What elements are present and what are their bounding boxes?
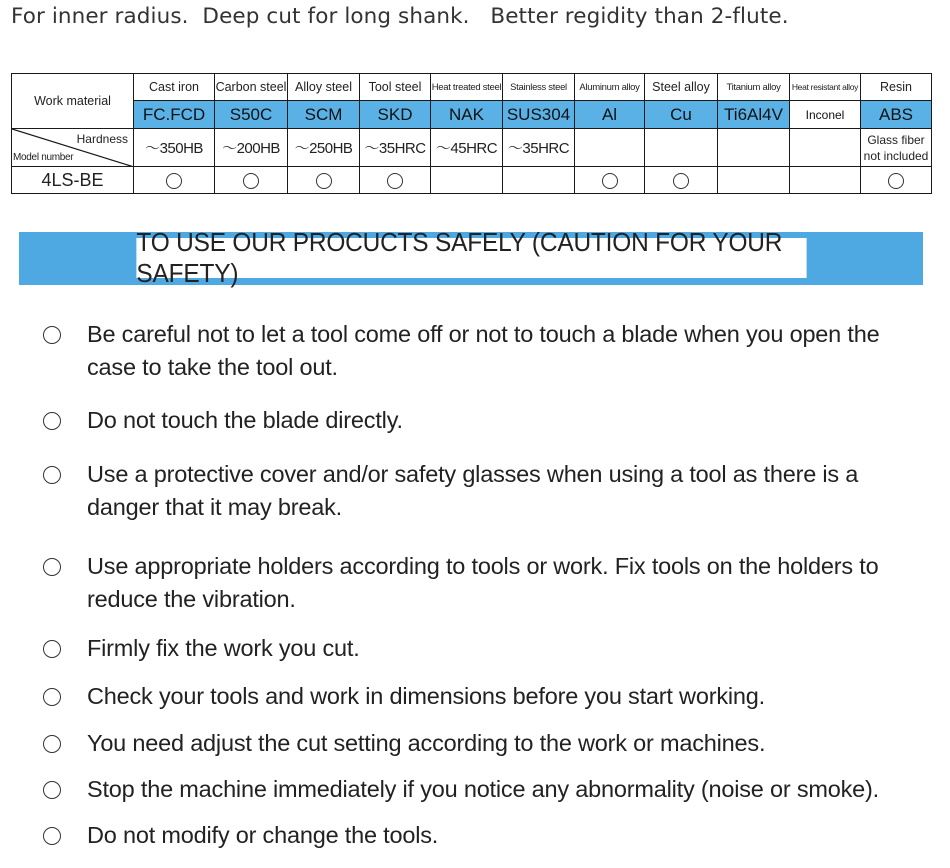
hardness-value: [645, 129, 718, 167]
bullet-circle-icon: [43, 735, 61, 753]
hardness-value: ～35HRC: [360, 129, 431, 167]
material-grade: NAK: [431, 101, 503, 129]
suitable-circle-icon: [888, 173, 904, 189]
material-name: Steel alloy: [645, 74, 718, 101]
caution-text: Do not modify or change the tools.: [87, 822, 439, 848]
suitability-cell: [360, 167, 431, 194]
intro-text: For inner radius. Deep cut for long shank. Better regidity than 2-flute.: [11, 4, 789, 29]
hardness-value: ～45HRC: [431, 129, 503, 167]
material-grade: SUS304: [503, 101, 575, 129]
model-number-label: Model number: [13, 152, 74, 163]
hardness-value: ～250HB: [288, 129, 360, 167]
material-grade: SKD: [360, 101, 431, 129]
suitable-circle-icon: [316, 173, 332, 189]
suitability-cell: [288, 167, 360, 194]
hardness-row: [12, 129, 932, 167]
safety-banner-title: TO USE OUR PROCUCTS SAFELY (CAUTION FOR YOUR SAFETY): [136, 238, 806, 278]
hardness-value: ～35HRC: [503, 129, 575, 167]
caution-text: Firmly fix the work you cut.: [87, 635, 360, 661]
bullet-circle-icon: [43, 688, 61, 706]
caution-text: Be careful not to let a tool come off or not to touch a blade when you open the case to take the tool out.: [87, 321, 880, 380]
hardness-value: ～200HB: [215, 129, 288, 167]
material-name: Cast iron: [134, 74, 215, 101]
work-material-table: [11, 73, 932, 194]
model-row: [12, 167, 932, 194]
material-grade: SCM: [288, 101, 360, 129]
suitability-cell: [134, 167, 215, 194]
material-name: Alloy steel: [288, 74, 360, 101]
bullet-circle-icon: [43, 640, 61, 658]
suitable-circle-icon: [166, 173, 182, 189]
work-material-label: Work material: [12, 74, 134, 129]
material-name: Tool steel: [360, 74, 431, 101]
material-grade: Ti6Al4V: [718, 101, 790, 129]
material-grade-row: [12, 101, 932, 129]
caution-text: Do not touch the blade directly.: [87, 407, 403, 433]
hardness-note: Glass fiber not included: [861, 129, 932, 167]
suitable-circle-icon: [673, 173, 689, 189]
caution-text: You need adjust the cut setting according to the work or machines.: [87, 730, 766, 756]
hardness-value: [790, 129, 861, 167]
bullet-circle-icon: [43, 827, 61, 845]
material-name: Heat resistant alloy: [790, 74, 861, 101]
material-name: Stainless steel: [503, 74, 575, 101]
safety-banner: [19, 227, 923, 288]
suitable-circle-icon: [243, 173, 259, 189]
hardness-value: [718, 129, 790, 167]
suitability-cell: [790, 167, 861, 194]
suitability-cell: [861, 167, 932, 194]
bullet-circle-icon: [43, 781, 61, 799]
material-name: Titanium alloy: [718, 74, 790, 101]
suitability-cell: [645, 167, 718, 194]
bullet-circle-icon: [43, 412, 61, 430]
material-name: Carbon steel: [215, 74, 288, 101]
caution-text: Use appropriate holders according to tools or work. Fix tools on the holders to reduce the vibration.: [87, 553, 879, 612]
caution-text: Stop the machine immediately if you notice any abnormality (noise or smoke).: [87, 776, 880, 802]
hardness-value: ～350HB: [134, 129, 215, 167]
hardness-value: [575, 129, 645, 167]
caution-text: Check your tools and work in dimensions before you start working.: [87, 683, 765, 709]
bullet-circle-icon: [43, 466, 61, 484]
material-grade: Al: [575, 101, 645, 129]
hardness-label: Hardness: [76, 132, 128, 146]
suitability-cell: [575, 167, 645, 194]
model-number: 4LS-BE: [12, 167, 134, 194]
material-grade: Inconel: [790, 101, 861, 129]
suitable-circle-icon: [387, 173, 403, 189]
suitability-cell: [718, 167, 790, 194]
material-grade: Cu: [645, 101, 718, 129]
material-grade: FC.FCD: [134, 101, 215, 129]
bullet-circle-icon: [43, 326, 61, 344]
material-grade: S50C: [215, 101, 288, 129]
caution-text: Use a protective cover and/or safety glasses when using a tool as there is a danger that it may break.: [87, 461, 859, 520]
material-name: Aluminum alloy: [575, 74, 645, 101]
bullet-circle-icon: [43, 558, 61, 576]
suitability-cell: [503, 167, 575, 194]
material-name: Resin: [861, 74, 932, 101]
suitability-cell: [215, 167, 288, 194]
material-name: Heat treated steel: [431, 74, 503, 101]
suitable-circle-icon: [602, 173, 618, 189]
material-grade: ABS: [861, 101, 932, 129]
material-name-row: [12, 74, 932, 101]
hardness-model-header: [12, 129, 134, 167]
suitability-cell: [431, 167, 503, 194]
